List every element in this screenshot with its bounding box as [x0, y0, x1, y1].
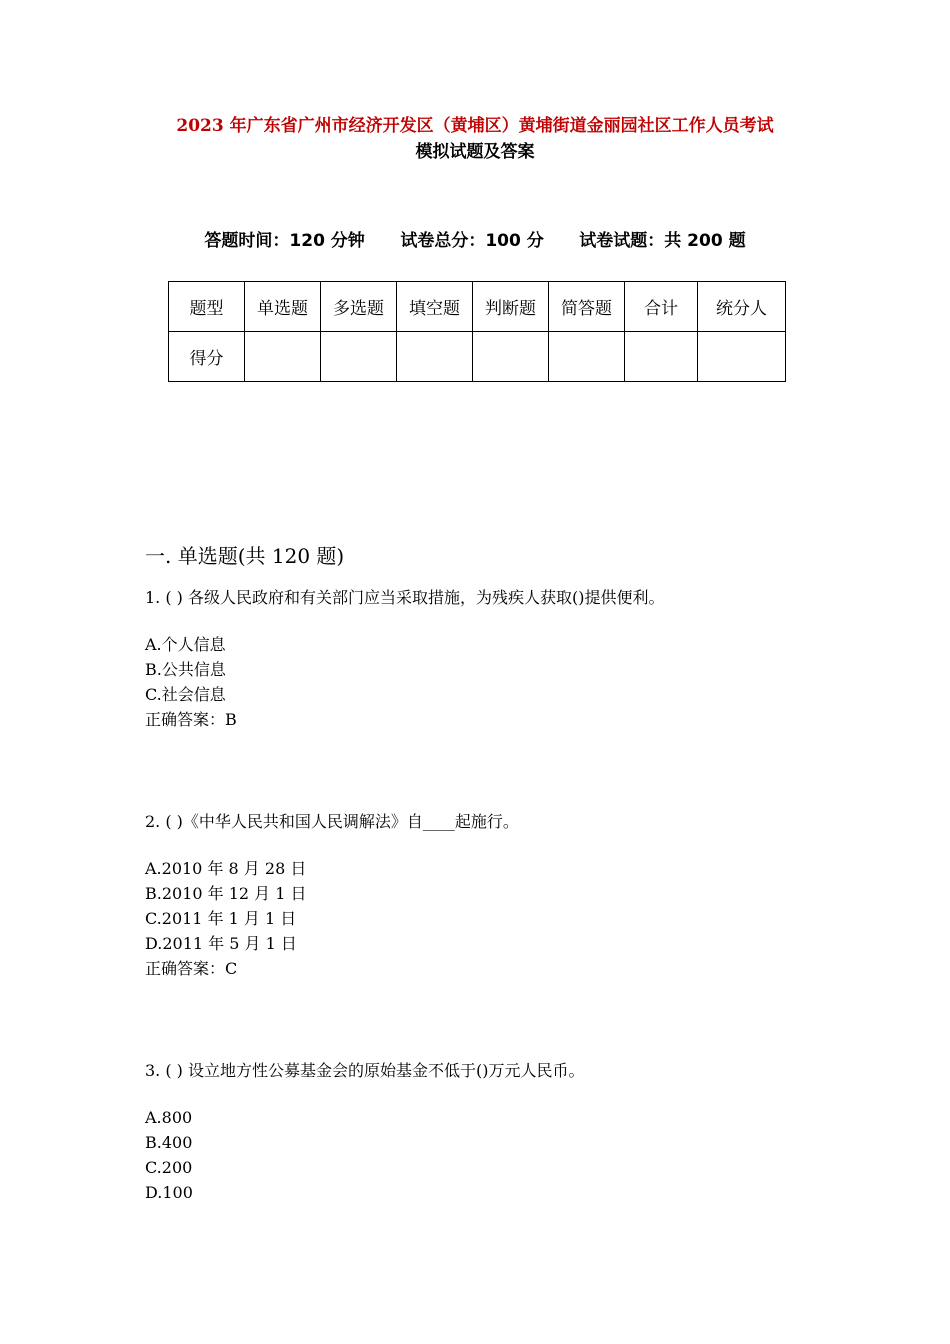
question-option: A.2010 年 8 月 28 日: [145, 859, 307, 878]
score-table: [168, 281, 786, 382]
score-cell: [473, 332, 549, 382]
question-stem: 1. ( ) 各级人民政府和有关部门应当采取措施，为残疾人获取()提供便利。: [145, 588, 665, 607]
question-answer: 正确答案：B: [145, 710, 237, 729]
question-1: [145, 585, 665, 732]
exam-total-score: 试卷总分：100 分: [400, 231, 544, 251]
document-title: [120, 113, 830, 165]
question-3: [145, 1058, 585, 1205]
question-option: B.400: [145, 1133, 193, 1152]
question-option: C.2011 年 1 月 1 日: [145, 909, 297, 928]
score-cell: [549, 332, 625, 382]
score-header-cell: 合计: [625, 282, 698, 332]
title-line-1: 2023 年广东省广州市经济开发区（黄埔区）黄埔街道金丽园社区工作人员考试: [176, 116, 774, 136]
score-row-label: 得分: [169, 332, 245, 382]
score-header-cell: 单选题: [245, 282, 321, 332]
section-title: 一. 单选题(共 120 题): [145, 544, 345, 568]
score-header-cell: 简答题: [549, 282, 625, 332]
question-option: B.2010 年 12 月 1 日: [145, 884, 307, 903]
exam-meta: [0, 226, 950, 251]
question-option: D.100: [145, 1183, 193, 1202]
score-cell: [245, 332, 321, 382]
question-stem: 2. ( )《中华人民共和国人民调解法》自____起施行。: [145, 812, 519, 831]
question-option: A.800: [145, 1108, 193, 1127]
title-line-2: 模拟试题及答案: [415, 142, 535, 162]
score-cell: [321, 332, 397, 382]
score-header-cell: 判断题: [473, 282, 549, 332]
score-header-cell: 统分人: [698, 282, 786, 332]
score-table-score-row: [169, 332, 786, 382]
score-header-cell: 题型: [169, 282, 245, 332]
question-option: B.公共信息: [145, 660, 226, 679]
question-stem: 3. ( ) 设立地方性公募基金会的原始基金不低于()万元人民币。: [145, 1061, 585, 1080]
question-2: [145, 809, 519, 981]
question-option: D.2011 年 5 月 1 日: [145, 934, 297, 953]
exam-time: 答题时间：120 分钟: [204, 231, 365, 251]
question-option: C.社会信息: [145, 685, 226, 704]
score-cell: [625, 332, 698, 382]
score-table-header-row: [169, 282, 786, 332]
question-option: A.个人信息: [145, 635, 226, 654]
score-cell: [698, 332, 786, 382]
question-option: C.200: [145, 1158, 193, 1177]
score-header-cell: 多选题: [321, 282, 397, 332]
exam-question-count: 试卷试题：共 200 题: [579, 231, 746, 251]
score-header-cell: 填空题: [397, 282, 473, 332]
question-answer: 正确答案：C: [145, 959, 238, 978]
score-cell: [397, 332, 473, 382]
